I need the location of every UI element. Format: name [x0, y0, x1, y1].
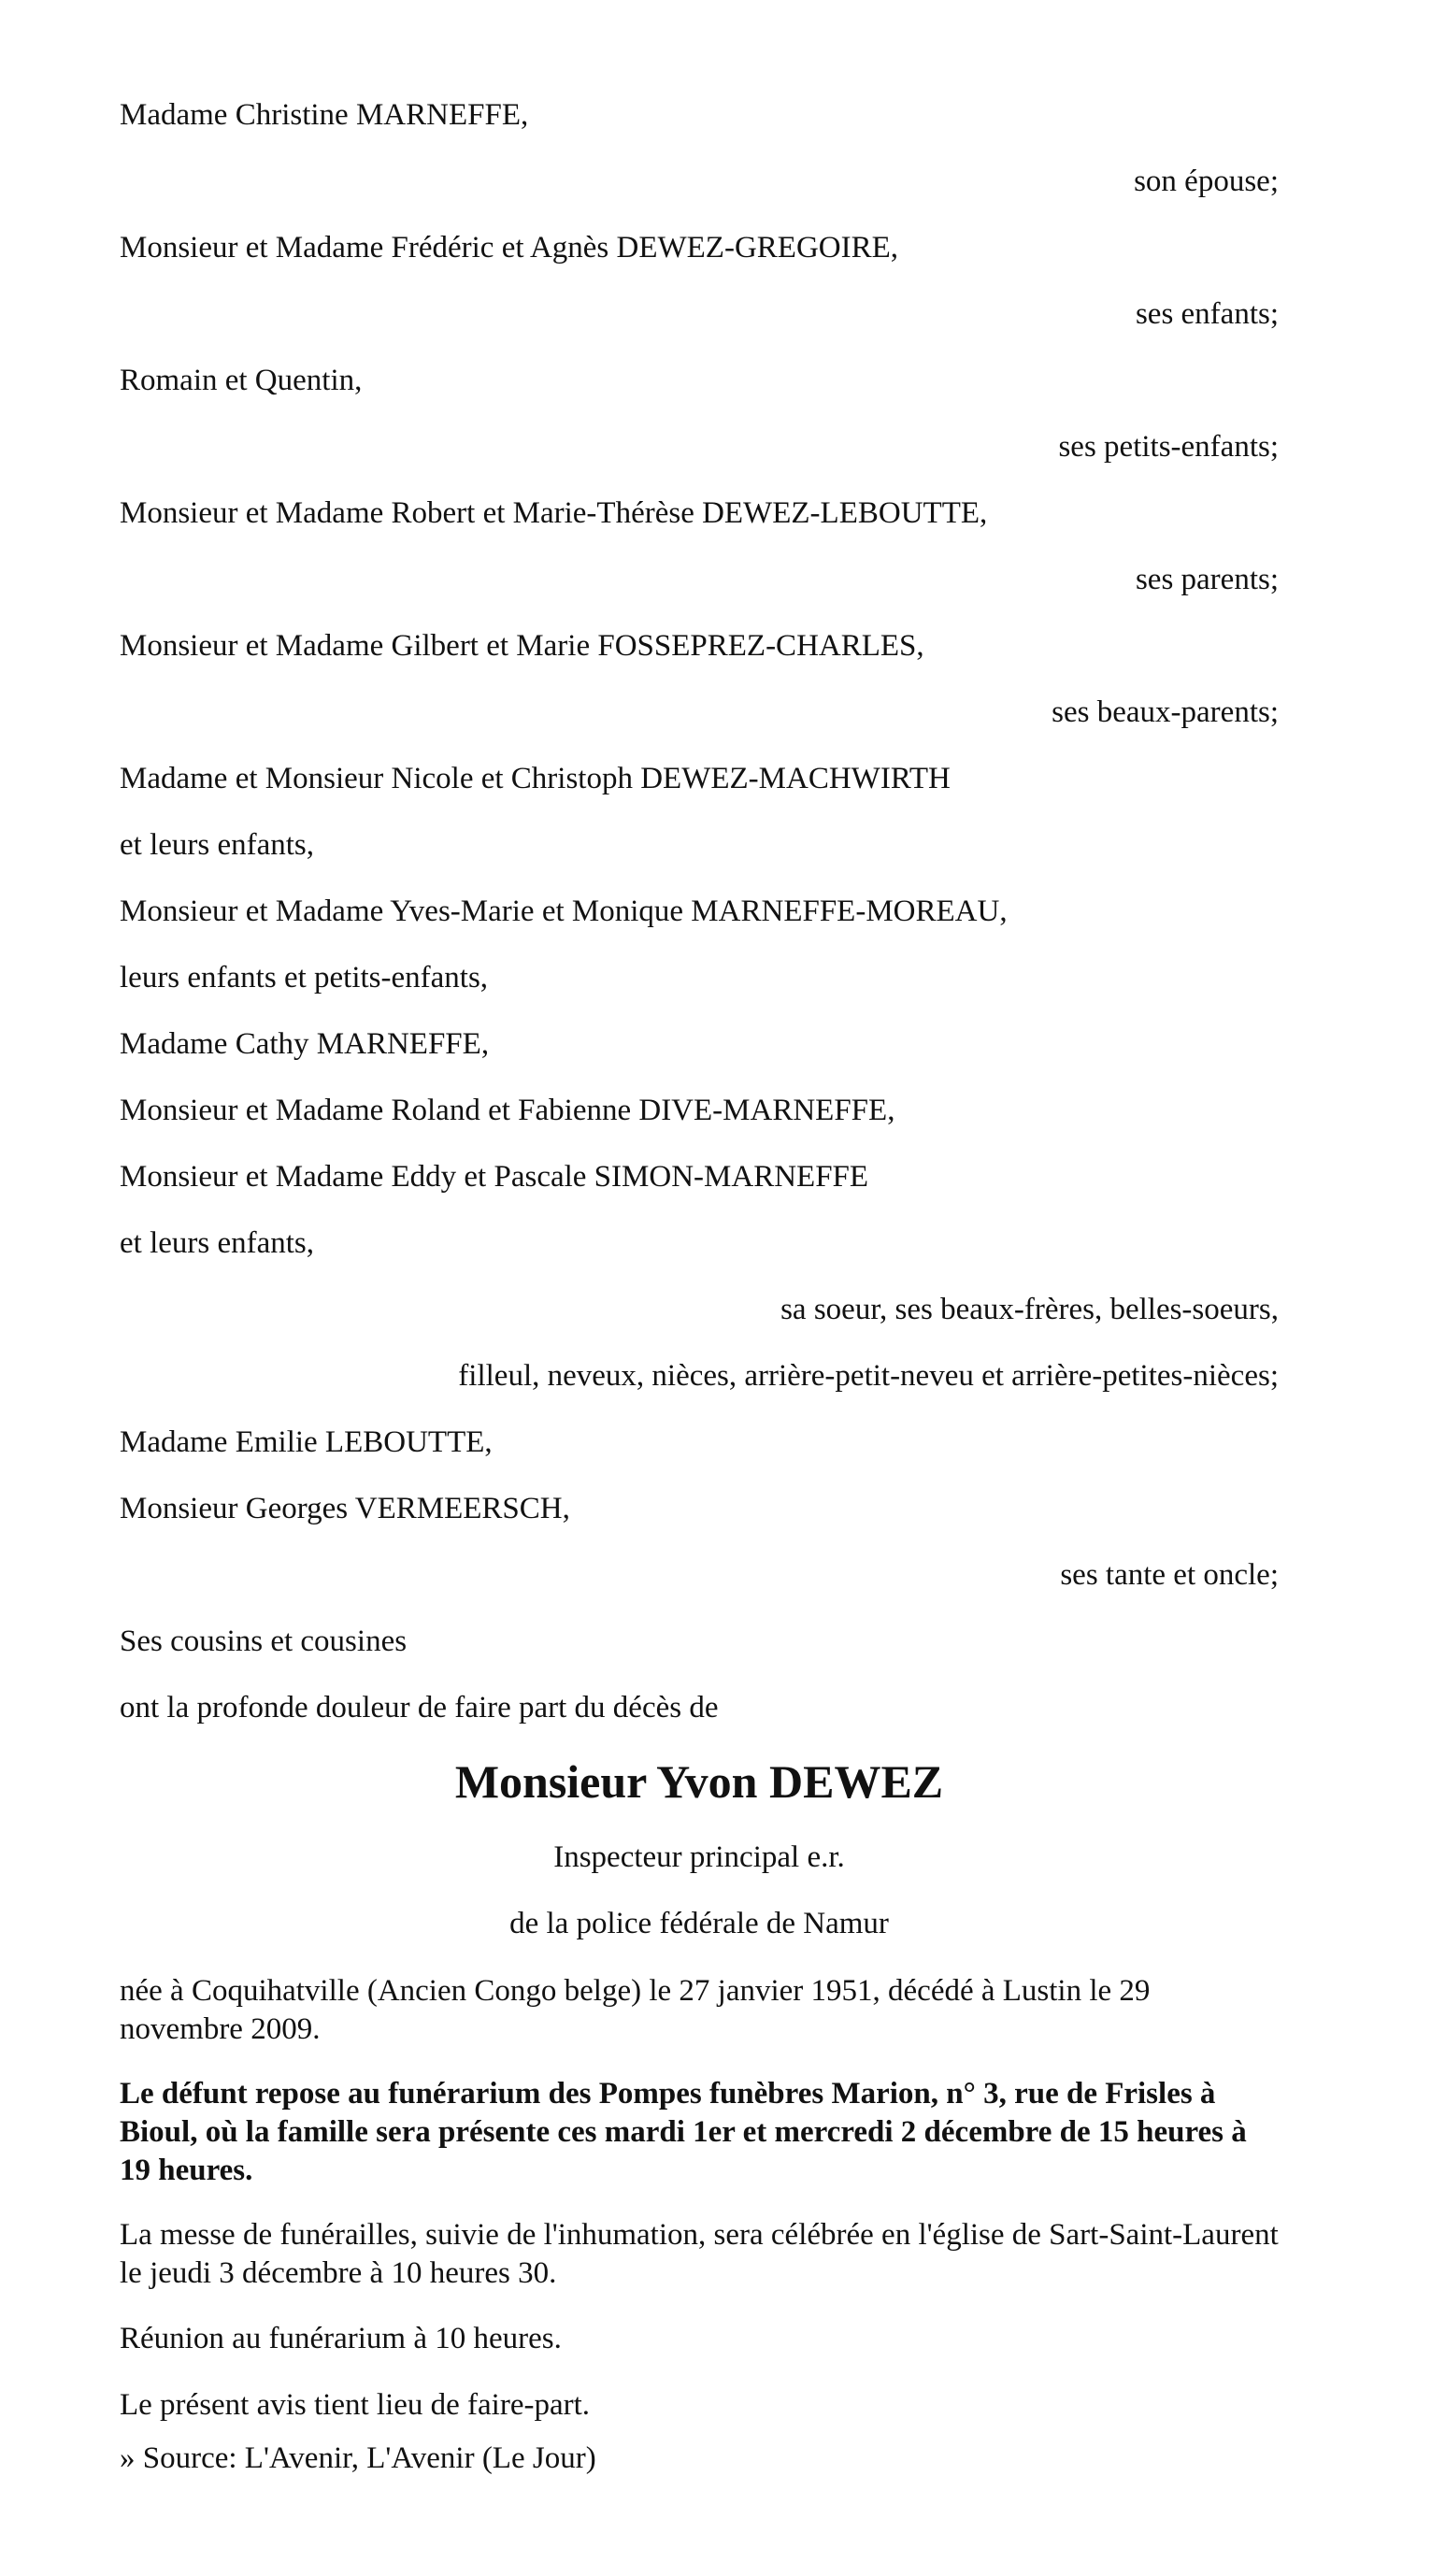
family-member-line: Monsieur et Madame Robert et Marie-Thérèse DEWEZ-LEBOUTTE,	[120, 496, 988, 530]
family-member-line: Madame et Monsieur Nicole et Christoph DEWEZ-MACHWIRTH	[120, 762, 951, 795]
family-member-line: leurs enfants et petits-enfants,	[120, 961, 489, 995]
relationship-line: filleul, neveux, nièces, arrière-petit-neveu et arrière-petites-nièces;	[458, 1359, 1279, 1393]
relationship-line: son épouse;	[1134, 165, 1279, 198]
deceased-institution: de la police fédérale de Namur	[509, 1907, 889, 1940]
obituary-notice	[120, 0, 1279, 2576]
family-member-line: Monsieur et Madame Frédéric et Agnès DEWEZ-GREGOIRE,	[120, 231, 899, 265]
relationship-line: sa soeur, ses beaux-frères, belles-soeurs,	[780, 1293, 1279, 1326]
relationship-line: ses tante et oncle;	[1060, 1558, 1279, 1592]
family-member-line: Monsieur Georges VERMEERSCH,	[120, 1492, 570, 1525]
announcement-line: ont la profonde douleur de faire part du décès de	[120, 1691, 719, 1724]
deceased-name: Monsieur Yvon DEWEZ	[454, 1755, 944, 1808]
relationship-line: ses enfants;	[1135, 297, 1279, 331]
family-member-line: et leurs enfants,	[120, 828, 315, 862]
closing-line: Le présent avis tient lieu de faire-part.	[120, 2388, 591, 2422]
birth-death-paragraph: née à Coquihatville (Ancien Congo belge) le 27 janvier 1951, décédé à Lustin le 29 novembre 2009.	[120, 1974, 1151, 2046]
family-member-line: Ses cousins et cousines	[120, 1624, 408, 1658]
funeral-paragraph: La messe de funérailles, suivie de l'inhumation, sera célébrée en l'église de Sart-Saint-Laurent le jeudi 3 décembre à 10 heures 30.	[120, 2218, 1279, 2290]
family-member-line: Madame Christine MARNEFFE,	[120, 98, 529, 132]
meeting-line: Réunion au funérarium à 10 heures.	[120, 2322, 562, 2355]
relationship-line: ses beaux-parents;	[1052, 695, 1279, 729]
relationship-line: ses petits-enfants;	[1058, 430, 1279, 464]
deceased-position: Inspecteur principal e.r.	[553, 1840, 845, 1874]
family-member-line: Monsieur et Madame Gilbert et Marie FOSSEPREZ-CHARLES,	[120, 629, 924, 663]
family-member-line: Romain et Quentin,	[120, 364, 363, 397]
family-member-line: Madame Emilie LEBOUTTE,	[120, 1425, 493, 1459]
family-member-line: et leurs enfants,	[120, 1226, 315, 1260]
viewing-paragraph: Le défunt repose au funérarium des Pompes funèbres Marion, n° 3, rue de Frisles à Bioul, où la famille sera présente ces mardi 1er et mercredi 2 décembre de 15 heures à 19 heures.	[120, 2077, 1247, 2187]
source-line: » Source: L'Avenir, L'Avenir (Le Jour)	[120, 2441, 596, 2475]
family-member-line: Madame Cathy MARNEFFE,	[120, 1027, 490, 1061]
family-member-line: Monsieur et Madame Eddy et Pascale SIMON-MARNEFFE	[120, 1160, 869, 1194]
relationship-line: ses parents;	[1135, 563, 1279, 596]
family-member-line: Monsieur et Madame Roland et Fabienne DIVE-MARNEFFE,	[120, 1094, 895, 1127]
family-member-line: Monsieur et Madame Yves-Marie et Monique MARNEFFE-MOREAU,	[120, 894, 1008, 928]
